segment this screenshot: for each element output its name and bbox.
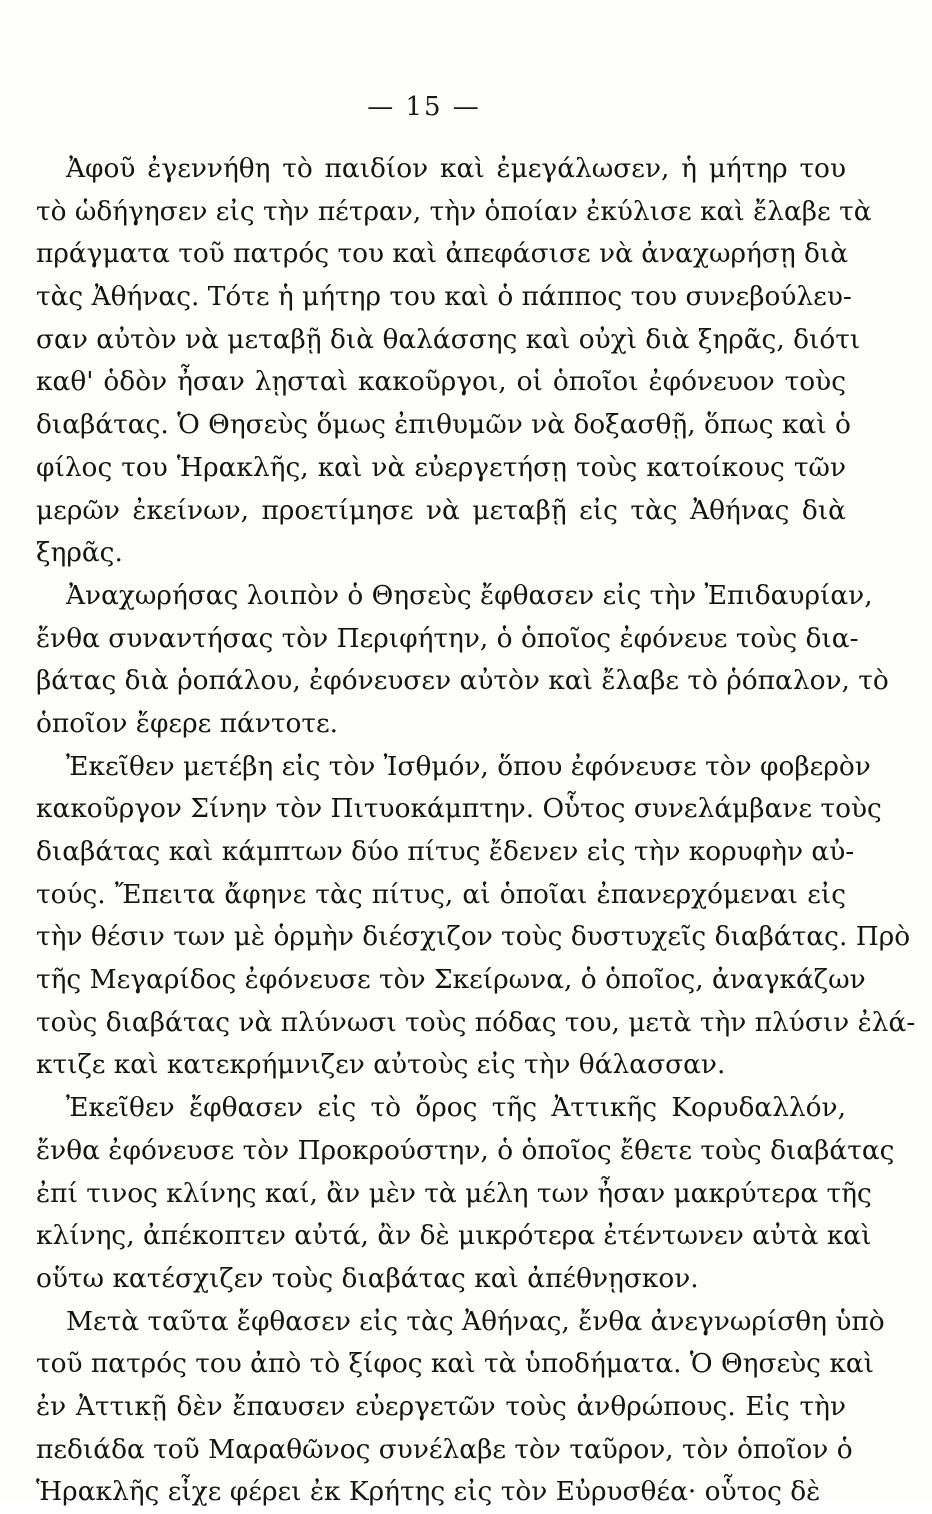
text-line: μερῶν ἐκείνων, προετίμησε νὰ μεταβῇ εἰς τὰς Ἀθήνας διὰ [36, 494, 846, 526]
text-line: Ἀναχωρήσας λοιπὸν ὁ Θησεὺς ἔφθασεν εἰς τὴν Ἐπιδαυρίαν, [66, 579, 873, 611]
body-text [36, 148, 916, 1514]
text-line: διαβάτας. Ὁ Θησεὺς ὅμως ἐπιθυμῶν νὰ δοξασθῇ, ὅπως καὶ ὁ [36, 409, 851, 441]
text-line: τοὺς διαβάτας νὰ πλύνωσι τοὺς πόδας του, μετὰ τὴν πλύσιν ἐλά- [36, 1006, 916, 1038]
text-line: καθ' ὁδὸν ἦσαν λῃσταὶ κακοῦργοι, οἱ ὁποῖοι ἐφόνευον τοὺς [36, 366, 846, 398]
text-line: ἔνθα ἐφόνευσε τὸν Προκρούστην, ὁ ὁποῖος ἔθετε τοὺς διαβάτας [36, 1134, 895, 1166]
text-line: ξηρᾶς. [36, 537, 123, 569]
text-line: ἔνθα συναντήσας τὸν Περιφήτην, ὁ ὁποῖος ἐφόνευε τοὺς δια- [36, 622, 859, 654]
text-line: Ἡρακλῆς εἶχε φέρει ἐκ Κρήτης εἰς τὸν Εὐρυσθέα· οὗτος δὲ [36, 1476, 821, 1508]
paragraph [36, 575, 889, 746]
text-line: σαν αὐτὸν νὰ μεταβῇ διὰ θαλάσσης καὶ οὐχὶ διὰ ξηρᾶς, διότι [36, 323, 861, 355]
text-line: ἐν Ἀττικῇ δὲν ἔπαυσεν εὐεργετῶν τοὺς ἀνθρώπους. Εἰς τὴν [36, 1390, 846, 1422]
text-line: διαβάτας καὶ κάμπτων δύο πίτυς ἔδενεν εἰς τὴν κορυφὴν αὐ- [36, 836, 855, 867]
text-line: βάτας διὰ ῥοπάλου, ἐφόνευσεν αὐτὸν καὶ ἔλαβε τὸ ῥόπαλον, τὸ [36, 665, 889, 697]
text-line: Μετὰ ταῦτα ἔφθασεν εἰς τὰς Ἀθήνας, ἔνθα ἀνεγνωρίσθη ὑπὸ [66, 1305, 885, 1337]
text-line: τὸ ὡδήγησεν εἰς τὴν πέτραν, τὴν ὁποίαν ἐκύλισε καὶ ἔλαβε τὰ [36, 195, 872, 227]
text-line: κλίνης, ἀπέκοπτεν αὐτά, ἂν δὲ μικρότερα ἐτέντωνεν αὐτὰ καὶ [36, 1220, 872, 1252]
text-line: κτιζε καὶ κατεκρήμνιζεν αὐτοὺς εἰς τὴν θάλασσαν. [36, 1049, 726, 1081]
paragraph [36, 1087, 895, 1300]
page-number: — 15 — [367, 92, 481, 122]
text-line: Ἐκεῖθεν ἔφθασεν εἰς τὸ ὄρος τῆς Ἀττικῆς Κορυδαλλόν, [66, 1092, 846, 1124]
text-line: τὰς Ἀθήνας. Τότε ἡ μήτηρ του καὶ ὁ πάππος του συνεβούλευ- [36, 281, 852, 313]
text-line: πράγματα τοῦ πατρός του καὶ ἀπεφάσισε νὰ ἀναχωρήσῃ διὰ [36, 238, 849, 270]
paragraph [36, 1301, 885, 1514]
paragraph [36, 148, 872, 575]
text-line: Ἀφοῦ ἐγεννήθη τὸ παιδίον καὶ ἐμεγάλωσεν, ἡ μήτηρ του [66, 153, 846, 184]
text-line: τῆς Μεγαρίδος ἐφόνευσε τὸν Σκείρωνα, ὁ ὁποῖος, ἀναγκάζων [36, 964, 866, 996]
text-line: ὁποῖον ἔφερε πάντοτε. [36, 707, 339, 739]
text-line: τὴν θέσιν των μὲ ὁρμὴν διέσχιζον τοὺς δυστυχεῖς διαβάτας. Πρὸ [36, 921, 911, 953]
text-line: πεδιάδα τοῦ Μαραθῶνος συνέλαβε τὸν ταῦρον, τὸν ὁποῖον ὁ [36, 1433, 853, 1465]
text-line: ἐπί τινος κλίνης καί, ἂν μὲν τὰ μέλη των ἦσαν μακρύτερα τῆς [36, 1177, 872, 1209]
paragraph [36, 746, 916, 1088]
text-line: τοῦ πατρός του ἀπὸ τὸ ξίφος καὶ τὰ ὑποδήματα. Ὁ Θησεὺς καὶ [36, 1348, 875, 1380]
text-line: τούς. Ἔπειτα ἄφηνε τὰς πίτυς, αἱ ὁποῖαι ἐπανερχόμεναι εἰς [36, 878, 846, 910]
text-line: κακοῦργον Σίνην τὸν Πιτυοκάμπτην. Οὗτος συνελάμβανε τοὺς [36, 793, 882, 825]
text-line: οὕτω κατέσχιζεν τοὺς διαβάτας καὶ ἀπέθνῃσκον. [36, 1262, 699, 1294]
text-line: φίλος του Ἡρακλῆς, καὶ νὰ εὐεργετήσῃ τοὺς κατοίκους τῶν [36, 451, 846, 483]
text-line: Ἐκεῖθεν μετέβη εἰς τὸν Ἰσθμόν, ὅπου ἐφόνευσε τὸν φοβερὸν [66, 750, 871, 782]
